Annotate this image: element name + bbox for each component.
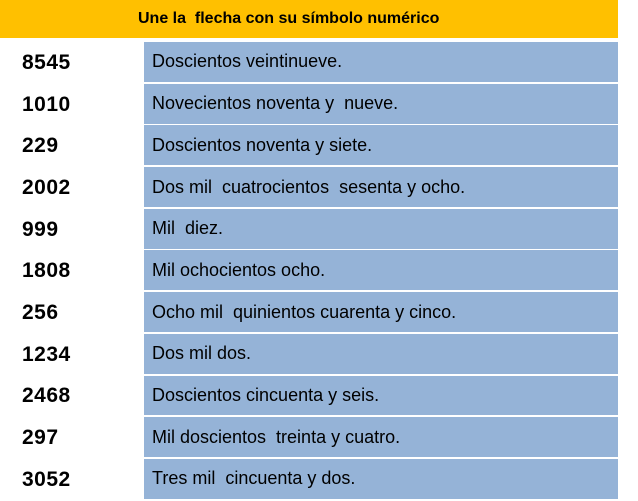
number-item: 229 — [22, 134, 59, 158]
word-row: Ocho mil quinientos cuarenta y cinco. — [144, 292, 618, 332]
page-title: Une la flecha con su símbolo numérico — [138, 10, 440, 27]
word-row: Doscientos veintinueve. — [144, 42, 618, 82]
word-table — [144, 42, 618, 499]
title-banner — [0, 0, 618, 38]
number-column — [22, 42, 132, 501]
word-row: Mil doscientos treinta y cuatro. — [144, 417, 618, 457]
word-row: Novecientos noventa y nueve. — [144, 84, 618, 124]
word-row: Dos mil cuatrocientos sesenta y ocho. — [144, 167, 618, 207]
word-row: Tres mil cincuenta y dos. — [144, 459, 618, 499]
number-item: 297 — [22, 426, 59, 450]
number-item: 1234 — [22, 342, 71, 366]
number-item: 1010 — [22, 92, 71, 116]
word-row: Dos mil dos. — [144, 334, 618, 374]
word-row: Mil ochocientos ocho. — [144, 250, 618, 290]
number-item: 2002 — [22, 175, 71, 199]
number-item: 1808 — [22, 259, 71, 283]
number-item: 999 — [22, 217, 59, 241]
number-item: 256 — [22, 300, 59, 324]
number-item: 2468 — [22, 384, 71, 408]
word-row: Doscientos noventa y siete. — [144, 125, 618, 165]
number-item: 8545 — [22, 50, 71, 74]
number-item: 3052 — [22, 467, 71, 491]
word-row: Mil diez. — [144, 209, 618, 249]
word-row: Doscientos cincuenta y seis. — [144, 376, 618, 416]
